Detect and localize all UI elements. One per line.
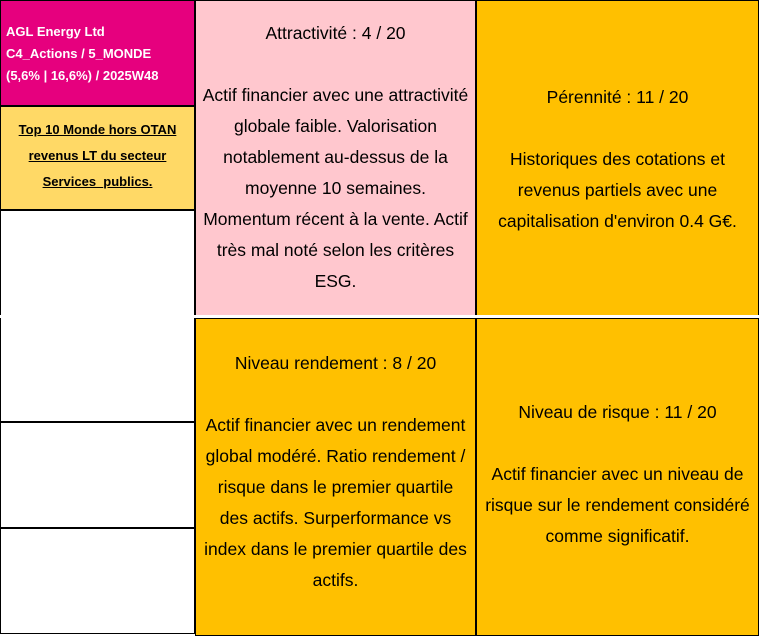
- asset-category: C4_Actions / 5_MONDE: [6, 46, 152, 61]
- empty-cell: [0, 316, 195, 422]
- risque-panel: [476, 318, 759, 636]
- empty-cell: [0, 528, 195, 634]
- empty-cell: [0, 422, 195, 528]
- perennite-panel: [476, 0, 759, 316]
- asset-name: AGL Energy Ltd: [6, 24, 105, 39]
- attractivite-panel: [195, 0, 476, 316]
- risque-title: Niveau de risque : 11 / 20: [518, 402, 717, 422]
- ranking-label: Top 10 Monde hors OTAN revenus LT du secteur Services_publics.: [18, 122, 177, 189]
- rendement-text: Actif financier avec un rendement global modéré. Ratio rendement / risque dans le premier quartile des actifs. Surperformance vs index dans le premier quartile des actifs.: [204, 415, 467, 590]
- ranking-label-box: [0, 106, 195, 210]
- attractivite-title: Attractivité : 4 / 20: [265, 23, 406, 43]
- rendement-title: Niveau rendement : 8 / 20: [234, 353, 437, 373]
- risque-text: Actif financier avec un niveau de risque sur le rendement considéré comme significatif.: [485, 464, 750, 546]
- perennite-text: Historiques des cotations et revenus partiels avec une capitalisation d'environ 0.4 G€.: [498, 149, 737, 231]
- asset-details: (5,6% | 16,6%) / 2025W48: [6, 68, 159, 83]
- empty-cell: [0, 210, 195, 316]
- rendement-panel: [195, 318, 476, 636]
- attractivite-text: Actif financier avec une attractivité globale faible. Valorisation notablement au-dessus de la moyenne 10 semaines. Momentum récent à la vente. Actif très mal noté selon les critères ESG.: [202, 85, 469, 291]
- asset-info-box: [0, 0, 195, 106]
- perennite-title: Pérennité : 11 / 20: [546, 87, 689, 107]
